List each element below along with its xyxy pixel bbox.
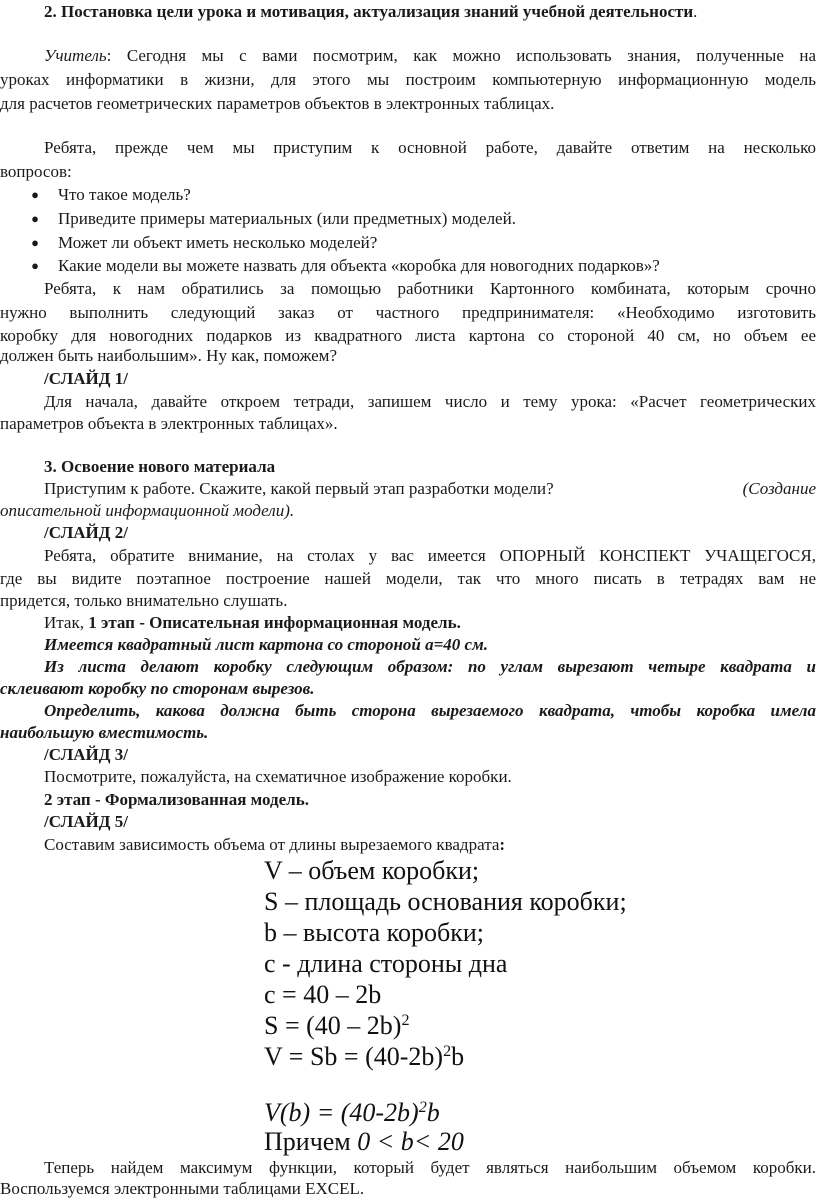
start-line-1 xyxy=(44,478,816,500)
formula-v-definition: V – объем коробки; xyxy=(264,856,480,885)
task-line-2: Из листа делают коробку следующим образом: по углам вырезают четыре квадрата и xyxy=(44,657,816,676)
bullet-icon: ● xyxy=(31,187,39,202)
task-line-1: Имеется квадратный лист картона со стороной а=40 см. xyxy=(44,635,488,654)
formula-v-equation xyxy=(264,1042,464,1072)
task-line-5: наибольшую вместимость. xyxy=(0,723,209,742)
formula-vb-tail: b xyxy=(426,1098,440,1127)
compose-text: Составим зависимость объема от длины вырезаемого квадрата xyxy=(44,835,500,854)
bullet-icon: ● xyxy=(31,235,39,250)
stage-2-title: 2 этап - Формализованная модель. xyxy=(44,790,309,809)
formula-vb-exponent: 2 xyxy=(418,1099,427,1117)
slide-1-label: /СЛАЙД 1/ xyxy=(44,369,128,388)
question-text: Какие модели вы можете назвать для объекта «коробка для новогодних подарков»? xyxy=(58,256,660,275)
slide-5-label: /СЛАЙД 5/ xyxy=(44,812,128,831)
question-text: Приведите примеры материальных (или предметных) моделей. xyxy=(58,209,516,228)
slide-3-label: /СЛАЙД 3/ xyxy=(44,745,128,764)
formula-domain-word: Причем xyxy=(264,1127,358,1156)
stage-1-title: 1 этап - Описательная информационная модель. xyxy=(88,613,461,632)
task-line-4: Определить, какова должна быть сторона вырезаемого квадрата, чтобы коробка имела xyxy=(44,701,816,720)
order-line-4: должен быть наибольшим». Ну как, поможем? xyxy=(0,346,337,365)
teacher-text-1: : Сегодня мы с вами посмотрим, как можно использовать знания, полученные на xyxy=(106,46,816,65)
order-line-1: Ребята, к нам обратились за помощью работники Картонного комбината, которым срочно xyxy=(44,279,816,298)
order-line-2: нужно выполнить следующий заказ от частного предпринимателя: «Необходимо изготовить xyxy=(0,303,816,322)
formula-s-base: S = (40 – 2b) xyxy=(264,1011,402,1040)
start-text: Приступим к работе. Скажите, какой первый этап разработки модели? xyxy=(44,479,554,498)
notebook-line-2: параметров объекта в электронных таблицах». xyxy=(0,414,338,433)
section-2-heading-text: 2. Постановка цели урока и мотивация, актуализация знаний учебной деятельности xyxy=(44,2,694,21)
formula-vb-base: V(b) = (40-2b) xyxy=(264,1098,419,1127)
look-line: Посмотрите, пожалуйста, на схематичное изображение коробки. xyxy=(44,767,512,786)
questions-intro-line-2: вопросов: xyxy=(0,162,72,181)
formula-v-exponent: 2 xyxy=(443,1043,452,1061)
slide-2-label: /СЛАЙД 2/ xyxy=(44,523,128,542)
question-text: Может ли объект иметь несколько моделей? xyxy=(58,233,378,252)
bullet-icon: ● xyxy=(31,258,39,273)
formula-domain-condition: 0 < b< 20 xyxy=(357,1127,464,1156)
task-line-3: склеивают коробку по сторонам вырезов. xyxy=(0,679,315,698)
teacher-label: Учитель xyxy=(44,46,107,65)
notes-line-2: где вы видите поэтапное построение нашей модели, так что много писать в тетрадях вам не xyxy=(0,569,816,588)
formula-s-exponent: 2 xyxy=(401,1012,410,1030)
start-italic-text: (Создание xyxy=(742,479,816,498)
compose-colon: : xyxy=(499,835,506,854)
stage-1-line xyxy=(44,612,816,634)
formula-b-definition: b – высота коробки; xyxy=(264,918,484,947)
final-line-1: Теперь найдем максимум функции, который будет являться наибольшим объемом коробки. xyxy=(44,1158,816,1177)
notes-line-1: Ребята, обратите внимание, на столах у вас имеется ОПОРНЫЙ КОНСПЕКТ УЧАЩЕГОСЯ, xyxy=(44,546,816,565)
formula-s-definition: S – площадь основания коробки; xyxy=(264,887,627,916)
section-2-heading-end: . xyxy=(693,2,698,21)
formula-v-base: V = Sb = (40-2b) xyxy=(264,1042,444,1071)
formula-v-tail: b xyxy=(451,1042,465,1071)
teacher-line-2: уроках информатики в жизни, для этого мы построим компьютерную информационную модель xyxy=(0,70,816,89)
formula-c-equation: c = 40 – 2b xyxy=(264,980,382,1009)
start-line-2: описательной информационной модели). xyxy=(0,501,295,520)
teacher-line-3: для расчетов геометрических параметров объектов в электронных таблицах. xyxy=(0,94,555,113)
section-3-heading: 3. Освоение нового материала xyxy=(44,457,276,476)
stage-1-prefix: Итак, xyxy=(44,613,89,632)
bullet-icon: ● xyxy=(31,211,39,226)
formula-c-definition: c - длина стороны дна xyxy=(264,949,508,978)
question-text: Что такое модель? xyxy=(58,185,191,204)
section-2-heading xyxy=(44,1,816,23)
questions-intro-line-1: Ребята, прежде чем мы приступим к основной работе, давайте ответим на несколько xyxy=(44,138,816,157)
formula-domain xyxy=(264,1127,464,1157)
order-line-3: коробку для новогодних подарков из квадратного листа картона со стороной 40 см, но объем ее xyxy=(0,326,816,345)
formula-s-equation xyxy=(264,1011,410,1041)
teacher-line-1 xyxy=(44,45,816,67)
formula-vb-function xyxy=(264,1098,440,1128)
compose-line xyxy=(44,834,816,856)
notebook-line-1: Для начала, давайте откроем тетради, запишем число и тему урока: «Расчет геометрических xyxy=(44,392,816,411)
notes-line-3: придется, только внимательно слушать. xyxy=(0,591,288,610)
final-line-2: Воспользуемся электронными таблицами EXCEL. xyxy=(0,1179,365,1198)
